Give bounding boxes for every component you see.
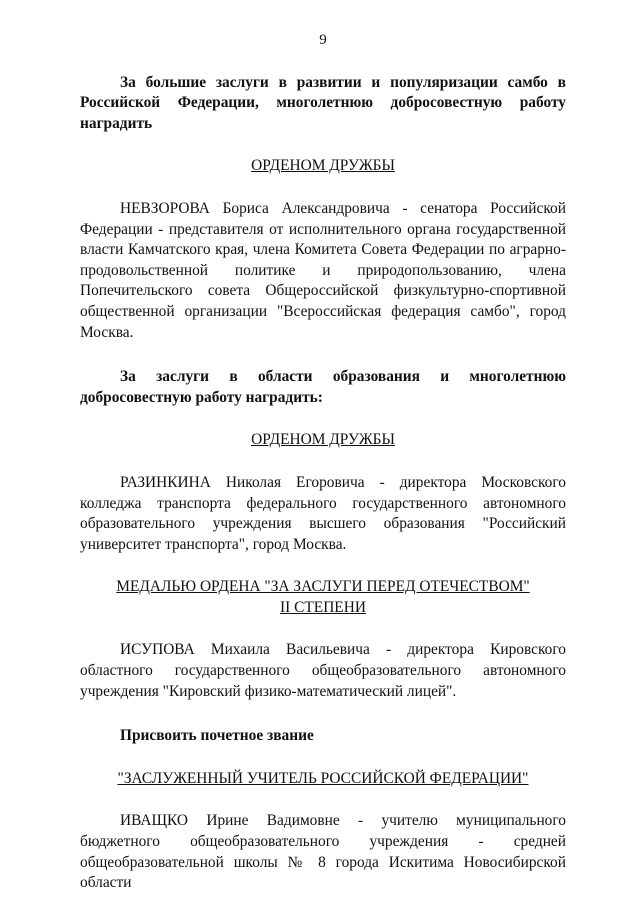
award-intro-sambo: За большие заслуги в развитии и популяризации самбо в Российской Федерации, многолетнюю добросовестную работу наградить [80, 73, 566, 132]
award-title-honored-teacher: "ЗАСЛУЖЕННЫЙ УЧИТЕЛЬ РОССИЙСКОЙ ФЕДЕРАЦИИ" [117, 769, 529, 787]
document-page [80, 30, 566, 894]
recipient-isupov: ИСУПОВА Михаила Васильевича - директора Кировского областного государственного общеобразовательного автономного учреждения "Кировский физико-математический лицей". [80, 641, 566, 700]
award-intro-education: За заслуги в области образования и многолетнюю добросовестную работу наградить: [80, 368, 566, 406]
award-title-medal-line-2: II СТЕПЕНИ [280, 598, 366, 616]
award-title-medal-line-1: МЕДАЛЬЮ ОРДЕНА "ЗА ЗАСЛУГИ ПЕРЕД ОТЕЧЕСТВОМ" [116, 578, 530, 596]
recipient-razinkin: РАЗИНКИНА Николая Егоровича - директора Московского колледжа транспорта федерального государственного автономного образовательного учреждения высшего образования "Российский университет транспорта", город Москва. [80, 473, 566, 553]
award-title-order-of-friendship-2: ОРДЕНОМ ДРУЖБЫ [251, 431, 395, 449]
page-number: 9 [319, 32, 327, 48]
award-intro-honorary-title: Присвоить почетное звание [120, 727, 314, 745]
recipient-ivashko: ИВАЩКО Ирине Вадимовне - учителю муниципального бюджетного общеобразовательного учреждения - средней общеобразовательной школы № 8 города Искитима Новосибирской области [80, 812, 566, 892]
award-title-order-of-friendship-1: ОРДЕНОМ ДРУЖБЫ [251, 157, 395, 175]
recipient-nevzorov: НЕВЗОРОВА Бориса Александровича - сенатора Российской Федерации - представителя от исполнительного органа государственной власти Камчатского края, члена Комитета Совета Федерации по аграрно-продовольственной политике и природопользованию, члена Попечительского совета Общероссийской физкультурно-спортивной общественной организации "Всероссийская федерация самбо", город Москва. [80, 199, 566, 341]
